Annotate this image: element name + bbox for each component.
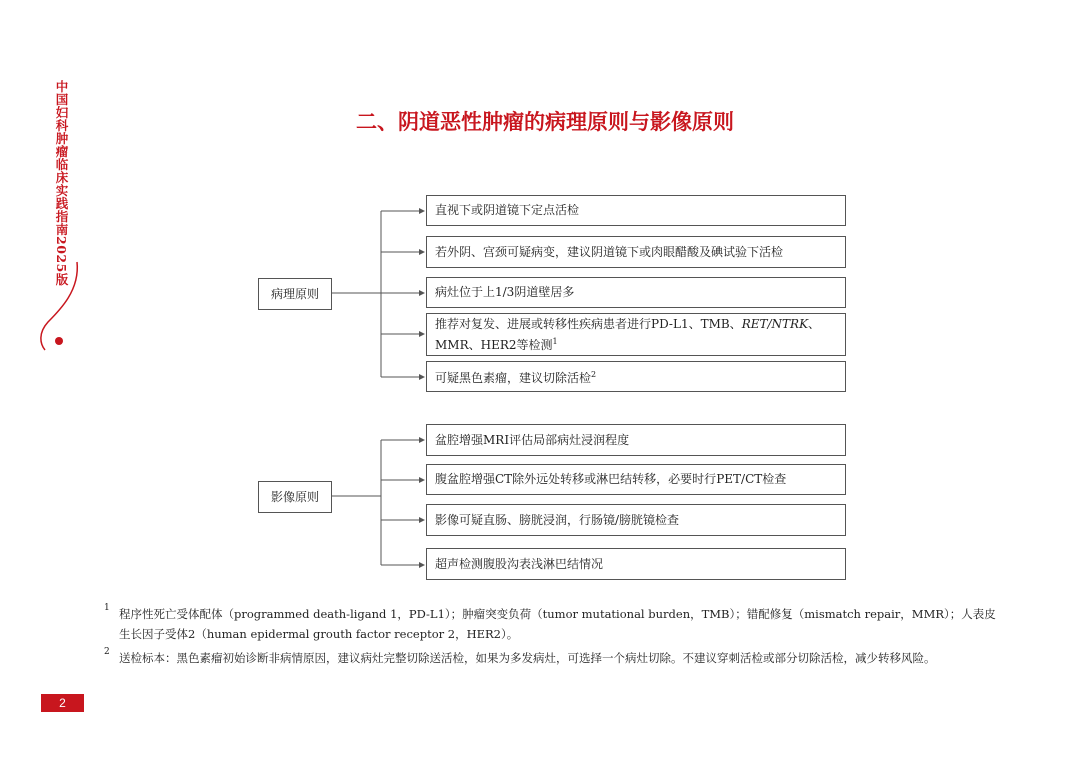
imaging-item-2: 腹盆腔增强CT除外远处转移或淋巴结转移，必要时行PET/CT检查 — [426, 464, 846, 495]
pathology-item-4: 推荐对复发、进展或转移性疾病患者进行PD-L1、TMB、RET/NTRK、 MMR、HER2等检测$^1$ — [426, 313, 846, 356]
page-title: 二、阴道恶性肿瘤的病理原则与影像原则 — [356, 110, 734, 134]
category-pathology: 病理原则 — [258, 278, 332, 310]
footnotes — [104, 604, 1004, 672]
pathology-item-2: 若外阴、宫颈可疑病变，建议阴道镜下或肉眼醋酸及碘试验下活检 — [426, 236, 846, 268]
side-title: 中国妇科肿瘤临床实践指南2025版 — [54, 80, 69, 286]
footnote-2: 2 送检标本：黑色素瘤初始诊断非病情原因，建议病灶完整切除送活检，如果为多发病灶，可选择一个病灶切除。不建议穿刺活检或部分切除活检，减少转移风险。 — [104, 647, 936, 665]
category-imaging: 影像原则 — [258, 481, 332, 513]
imaging-item-1: 盆腔增强MRI评估局部病灶浸润程度 — [426, 424, 846, 456]
pathology-item-3: 病灶位于上1/3阴道壁居多 — [426, 277, 846, 308]
pathology-item-5: 可疑黑色素瘤，建议切除活检$^2$ — [426, 361, 846, 392]
footnote-1: 1 程序性死亡受体配体（programmed death-ligand 1，PD-L1）；肿瘤突变负荷（tumor mutational burden，TMB）；错配修复（mismatch repair，MMR）；人表皮生长因子受体2（human epidermal grouth factor receptor 2，HER2）。 — [104, 603, 996, 641]
pathology-item-1: 直视下或阴道镜下定点活检 — [426, 195, 846, 226]
page-number: 2 — [41, 694, 84, 712]
imaging-item-4: 超声检测腹股沟表浅淋巴结情况 — [426, 548, 846, 580]
imaging-item-3: 影像可疑直肠、膀胱浸润，行肠镜/膀胱镜检查 — [426, 504, 846, 536]
